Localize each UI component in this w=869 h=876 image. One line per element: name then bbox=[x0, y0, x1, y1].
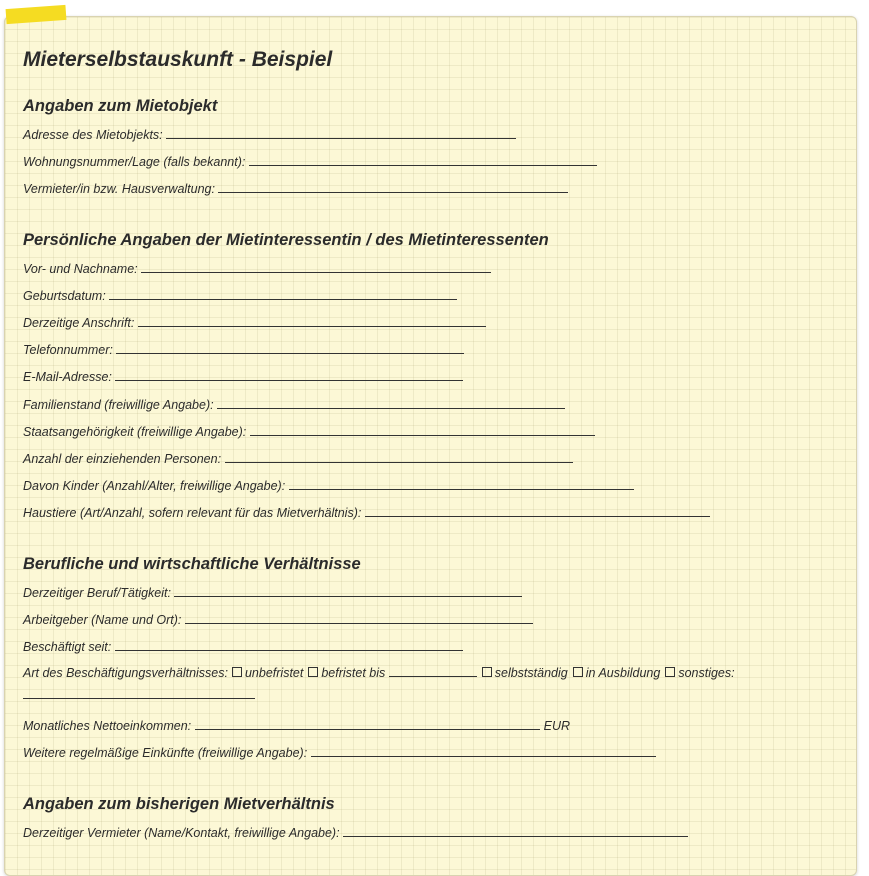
fill-line[interactable] bbox=[343, 824, 688, 837]
field-row bbox=[23, 473, 856, 500]
fill-line[interactable] bbox=[225, 450, 573, 463]
field-row bbox=[23, 283, 856, 310]
field-label: Art des Beschäftigungsverhältnisses: bbox=[23, 666, 228, 681]
section-previous-tenancy bbox=[23, 792, 856, 847]
fill-line[interactable] bbox=[365, 504, 710, 517]
field-row bbox=[23, 256, 856, 283]
fill-line[interactable] bbox=[289, 477, 634, 490]
field-row bbox=[23, 820, 856, 847]
field-row bbox=[23, 580, 856, 607]
field-label: E-Mail-Adresse: bbox=[23, 370, 112, 385]
fill-line[interactable] bbox=[109, 287, 457, 300]
form-title: Mieterselbstauskunft - Beispiel bbox=[23, 48, 333, 71]
field-row bbox=[23, 634, 856, 661]
fill-line[interactable] bbox=[195, 717, 540, 730]
fill-line[interactable] bbox=[185, 611, 533, 624]
field-label: Haustiere (Art/Anzahl, sofern relevant für das Mietverhältnis): bbox=[23, 506, 362, 521]
checkbox-sonstiges[interactable] bbox=[665, 667, 675, 677]
fill-line[interactable] bbox=[115, 368, 463, 381]
field-row bbox=[23, 740, 856, 767]
field-label: Weitere regelmäßige Einkünfte (freiwillige Angabe): bbox=[23, 746, 308, 761]
form-card bbox=[4, 16, 857, 876]
section-employment bbox=[23, 552, 856, 768]
field-row bbox=[23, 176, 856, 203]
continuation-row bbox=[23, 685, 856, 705]
field-row bbox=[23, 310, 856, 337]
field-label: Derzeitige Anschrift: bbox=[23, 316, 135, 331]
fill-line[interactable] bbox=[218, 180, 568, 193]
field-label: Beschäftigt seit: bbox=[23, 640, 112, 655]
field-row bbox=[23, 446, 856, 473]
field-row bbox=[23, 149, 856, 176]
option-label: befristet bis bbox=[321, 666, 386, 681]
checkbox-befristet[interactable] bbox=[308, 667, 318, 677]
field-row bbox=[23, 364, 856, 391]
section-title: Angaben zum bisherigen Mietverhältnis bbox=[23, 794, 335, 813]
fill-line[interactable] bbox=[116, 341, 464, 354]
field-row bbox=[23, 392, 856, 419]
fill-line[interactable] bbox=[141, 260, 491, 273]
field-label: Anzahl der einziehenden Personen: bbox=[23, 452, 222, 467]
field-row bbox=[23, 122, 856, 149]
field-label: Adresse des Mietobjekts: bbox=[23, 128, 163, 142]
checkbox-unbefristet[interactable] bbox=[232, 667, 242, 677]
field-label: Telefonnummer: bbox=[23, 343, 113, 358]
checkbox-selbststaendig[interactable] bbox=[482, 667, 492, 677]
fill-line[interactable] bbox=[217, 396, 565, 409]
section-title: Persönliche Angaben der Mietinteressentin / des Mietinteressenten bbox=[23, 230, 549, 249]
field-label: Derzeitiger Vermieter (Name/Kontakt, freiwillige Angabe): bbox=[23, 825, 340, 840]
option-label: unbefristet bbox=[244, 666, 304, 681]
fill-line[interactable] bbox=[115, 638, 463, 651]
fill-line[interactable] bbox=[138, 314, 486, 327]
field-label: Davon Kinder (Anzahl/Alter, freiwillige Angabe): bbox=[23, 479, 286, 494]
checkbox-ausbildung[interactable] bbox=[573, 667, 583, 677]
section-title: Berufliche und wirtschaftliche Verhältnisse bbox=[23, 554, 361, 573]
fill-line[interactable] bbox=[250, 423, 595, 436]
field-row bbox=[23, 500, 856, 527]
field-label: Arbeitgeber (Name und Ort): bbox=[23, 612, 182, 627]
section-title: Angaben zum Mietobjekt bbox=[23, 97, 218, 115]
option-label: sonstiges: bbox=[678, 666, 735, 681]
income-row bbox=[23, 713, 856, 740]
field-label: Derzeitiger Beruf/Tätigkeit: bbox=[23, 585, 171, 600]
field-row bbox=[23, 337, 856, 364]
field-row bbox=[23, 419, 856, 446]
fill-line[interactable] bbox=[174, 584, 522, 597]
field-label: Monatliches Nettoeinkommen: bbox=[23, 719, 192, 734]
field-label: Vor- und Nachname: bbox=[23, 261, 138, 276]
option-label: in Ausbildung bbox=[585, 666, 661, 681]
field-label: Staatsangehörigkeit (freiwillige Angabe): bbox=[23, 424, 247, 439]
fill-line[interactable] bbox=[23, 686, 255, 699]
section-rental-object bbox=[23, 94, 856, 204]
fill-line[interactable] bbox=[389, 664, 477, 677]
field-label: Geburtsdatum: bbox=[23, 288, 106, 303]
fill-line[interactable] bbox=[311, 744, 656, 757]
option-label: selbstständig bbox=[494, 666, 568, 681]
employment-type-row bbox=[23, 661, 856, 685]
field-label: Familienstand (freiwillige Angabe): bbox=[23, 397, 214, 412]
field-label: Vermieter/in bzw. Hausverwaltung: bbox=[23, 182, 215, 197]
fill-line[interactable] bbox=[166, 126, 516, 139]
field-row bbox=[23, 607, 856, 634]
section-personal-details bbox=[23, 228, 856, 528]
field-label: Wohnungsnummer/Lage (falls bekannt): bbox=[23, 155, 246, 170]
currency-unit: EUR bbox=[543, 719, 571, 734]
fill-line[interactable] bbox=[249, 153, 597, 166]
